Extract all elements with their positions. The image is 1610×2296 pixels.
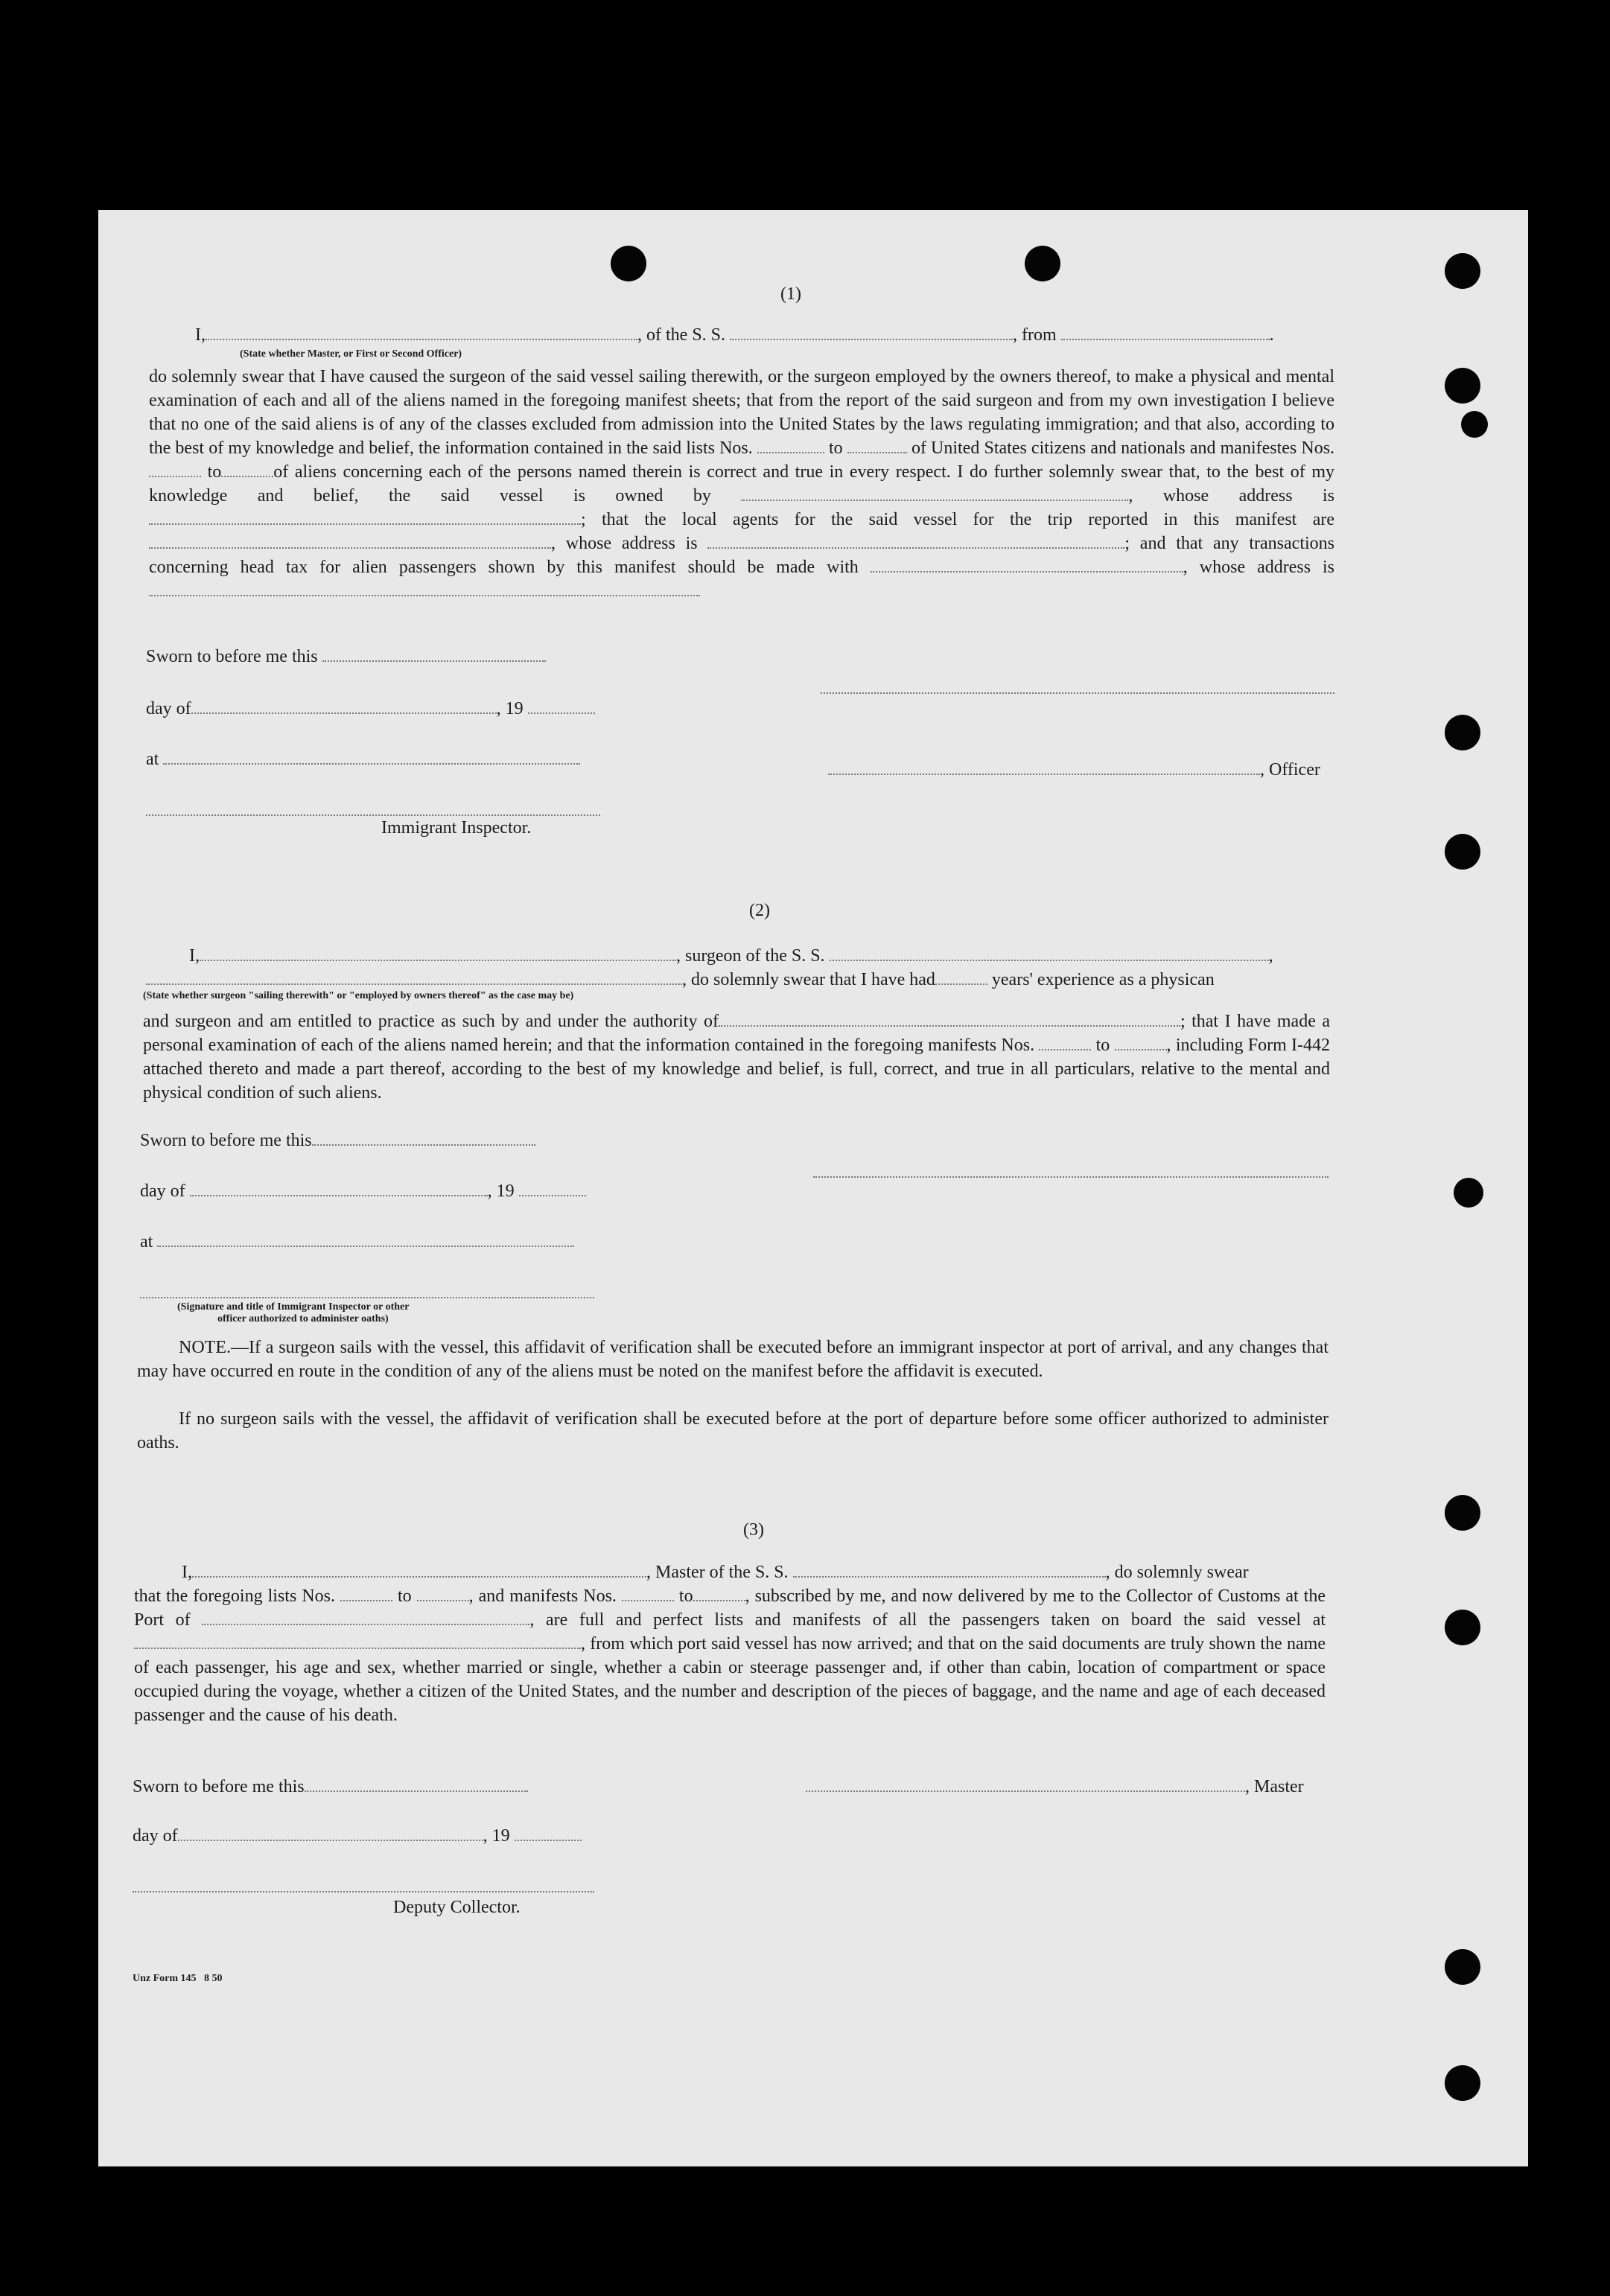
s2-line-1: I, , surgeon of the S. S. , [189,946,1273,966]
s1-list-from-field[interactable] [757,439,824,453]
s1-owner-field[interactable] [741,486,1128,501]
s2-sworn-date-field[interactable] [312,1131,535,1146]
s1-at-line: at [146,747,580,771]
s2-day-field[interactable] [190,1182,488,1196]
s1-inspector-label: Immigrant Inspector. [381,818,532,838]
s1-name-field[interactable] [206,325,637,340]
s3-sworn-line: Sworn to before me this [133,1775,528,1799]
s2-signature-note-1: (Signature and title of Immigrant Inspector or other [177,1301,410,1313]
punch-hole [1445,1610,1480,1645]
s3-collector-label: Deputy Collector. [393,1898,521,1917]
s3-name-field[interactable] [192,1563,646,1578]
s1-manifest-from-field[interactable] [149,462,201,477]
punch-hole [1445,1949,1480,1985]
s3-day-line: day of , 19 [133,1824,582,1848]
s1-officer-field[interactable] [828,760,1260,775]
s1-day-line: day of , 19 [146,697,595,721]
s1-inspector-line[interactable] [146,813,600,816]
punch-hole [1025,246,1060,281]
s1-list-to-field[interactable] [847,439,907,453]
s1-headtax-field[interactable] [871,558,1183,573]
s3-master-field[interactable] [806,1777,1245,1792]
s2-note-2: If no surgeon sails with the vessel, the affidavit of verification shall be executed before at the port of departure before some officer authorized to administer oaths. [137,1409,1329,1452]
punch-hole [1454,1178,1483,1208]
s1-vessel-field[interactable] [730,325,1013,340]
s3-sworn-date-field[interactable] [305,1777,528,1792]
punch-hole [1445,368,1480,404]
s3-departure-port-field[interactable] [134,1634,581,1649]
s1-year-field[interactable] [528,699,595,714]
section-2-number: (2) [749,901,770,920]
s1-signature-line[interactable] [821,691,1334,694]
s3-list-from-field[interactable] [340,1587,392,1601]
punch-hole [611,246,646,281]
s2-line-2: , do solemnly swear that I have had years' experience as a physican [146,968,1215,992]
punch-hole [1445,253,1480,289]
s2-signature-note-2: officer authorized to administer oaths) [217,1313,389,1324]
punch-hole [1461,411,1488,438]
s2-oath-text: and surgeon and am entitled to practice as such by and under the authority of ; that I have made a personal examination of each of the aliens named herein; and that the information contained in the foregoing manifests Nos. to , including Form I-442 attached thereto and made a part thereof, according to the best of my knowledge and belief, is full, correct, and true in all particulars, relative to the mental and physical condition of such aliens. [143,1012,1331,1103]
section-1-number: (1) [780,284,801,304]
s1-ss-label: , of the S. S. [637,325,726,345]
s1-officer-line: , Officer [828,758,1320,782]
s1-owner-address-field[interactable] [149,510,581,525]
s3-year-field[interactable] [515,1826,582,1841]
s3-day-field[interactable] [178,1826,483,1841]
s3-oath-text: that the foregoing lists Nos. to , and manifests Nos. to , subscribed by me, and now delivered by me to the Collector of Customs at the Port of , are full and perfect lists and manifests of all the passengers taken on board the said vessel at , from which port said vessel has now arrived; and that on the said documents are truly shown the name of each passenger, his age and sex, whether married or single, whether a cabin or steerage passenger and, if other than cabin, location of compartment or space occupied during the voyage, whether a citizen of the United States, and the number and description of the pieces of baggage, and the name and age of each deceased passenger and the cause of his death. [134,1587,1326,1725]
punch-hole [1445,1495,1480,1531]
form-footer: Unz Form 145 8 50 [133,1973,223,1984]
s1-line-1: I, , of the S. S. , from . [195,325,1274,345]
form-page [98,210,1528,2166]
s3-master-line: , Master [806,1775,1304,1799]
s2-manifest-from-field[interactable] [1039,1036,1091,1050]
punch-hole [1445,834,1480,870]
s2-day-line: day of , 19 [140,1179,586,1203]
s3-list-to-field[interactable] [417,1587,469,1601]
s3-vessel-field[interactable] [793,1563,1106,1578]
s1-oath-text: do solemnly swear that I have caused the surgeon of the said vessel sailing therewith, or the surgeon employed by the owners thereof, to make a physical and mental examination of each and all of the aliens named in the foregoing manifest sheets; that from the report of the said surgeon and from my own investigation I believe that no one of the said aliens is of any of the classes excluded from admission into the United States by the laws regulating immigration; and that also, according to the best of my knowledge and belief, the information contained in the said lists Nos. to of United States citizens and nationals and manifestes Nos. to of aliens concerning each of the persons named therein is correct and true in every respect. I do further solemnly swear that, to the best of my knowledge and belief, the said vessel is owned by , whose address is ; that the local agents for the said vessel for the trip reported in this manifest are , whose address is ; and that any transactions concerning head tax for alien passengers shown by this manifest should be made with , whose address is [149,365,1334,603]
s3-manifest-from-field[interactable] [622,1587,674,1601]
s1-sworn-date-field[interactable] [322,647,546,662]
section-3-number: (3) [743,1520,764,1540]
s1-officer-note: (State whether Master, or First or Second Officer) [240,348,462,360]
s2-years-field[interactable] [935,970,987,985]
s2-authority-field[interactable] [719,1012,1180,1027]
s3-manifest-to-field[interactable] [693,1587,745,1601]
s1-at-field[interactable] [163,750,580,765]
s1-agents-field[interactable] [149,534,551,549]
s2-manifest-to-field[interactable] [1115,1036,1167,1050]
s2-year-field[interactable] [519,1182,586,1196]
s2-sworn-line: Sworn to before me this [140,1129,535,1152]
s1-manifest-to-field[interactable] [221,462,273,477]
s1-from-field[interactable] [1061,325,1270,340]
s2-at-field[interactable] [157,1232,574,1247]
punch-hole [1445,715,1480,750]
s1-agents-address-field[interactable] [707,534,1124,549]
s2-vessel-field[interactable] [830,946,1269,961]
s1-sworn-line: Sworn to before me this [146,645,546,669]
punch-hole [1445,2065,1480,2101]
s1-i-label: I, [195,325,206,345]
s2-name-field[interactable] [200,946,676,961]
s1-headtax-address-field[interactable] [149,581,700,596]
s2-inspector-line[interactable] [140,1295,594,1298]
s2-surgeon-type-field[interactable] [146,970,682,985]
s2-note-1: NOTE.—If a surgeon sails with the vessel, this affidavit of verification shall be executed before an immigrant inspector at port of arrival, and any changes that may have occurred en route in the condition of any of the aliens must be noted on the manifest before the affidavit is executed. [137,1338,1329,1381]
s2-surgeon-note: (State whether surgeon "sailing therewith" or "employed by owners thereof" as the case may be) [143,990,574,1001]
s3-collector-line[interactable] [133,1890,594,1892]
s2-at-line: at [140,1230,574,1254]
s2-signature-line[interactable] [813,1175,1329,1178]
s1-day-field[interactable] [191,699,497,714]
s3-port-field[interactable] [202,1610,529,1625]
s1-from-label: , from [1013,325,1057,345]
s3-line-1: I, , Master of the S. S. , do solemnly swear [182,1563,1249,1582]
